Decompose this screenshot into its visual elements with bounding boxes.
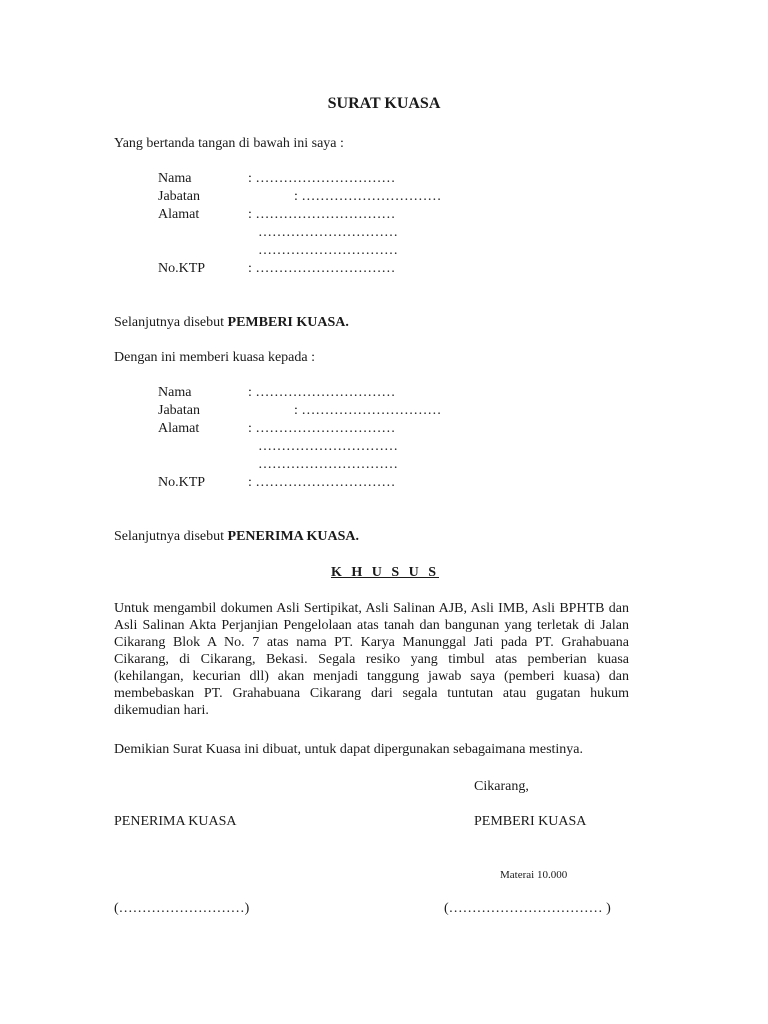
grantor-alamat-dots-3: ………………………… — [258, 243, 398, 258]
grantor-alamat-dots-2: ………………………… — [258, 225, 398, 240]
intro-text: Yang bertanda tangan di bawah ini saya : — [114, 136, 344, 151]
grantor-nama-label: Nama — [158, 171, 192, 186]
grantee-ktp-label: No.KTP — [158, 475, 206, 490]
materai-stamp-label: Materai 10.000 — [500, 869, 568, 881]
grantee-jabatan-dots: : ………………………… — [294, 403, 442, 418]
body-paragraph: Untuk mengambil dokumen Asli Sertipikat, Asli Salinan AJB, Asli IMB, Asli BPHTB dan Asli Salinan Akta Perjanjian Pengelolaan atas tanah dan bangunan yang terletak di Jalan Cikarang Blok A No. 7 atas nama PT. Karya Manunggal Jati pada PT. Grahabuana Cikarang, di Cikarang, Bekasi. Segala resiko yang timbul atas pemberian kuasa (kehilangan, kecurian dll) akan menjadi tanggung jawab saya (pemberi kuasa) dan membebaskan PT. Grahabuana Cikarang dari segala tuntutan atau gugatan hukum dikemudian hari. — [114, 601, 629, 718]
grantee-designation-prefix: Selanjutnya disebut — [114, 529, 228, 544]
grantor-jabatan-label: Jabatan — [158, 189, 200, 204]
grantor-alamat-dots-1: : ………………………… — [248, 207, 396, 222]
grantor-ktp-label: No.KTP — [158, 261, 206, 276]
document-title: SURAT KUASA — [327, 95, 441, 112]
grantee-nama-dots: : ………………………… — [248, 385, 396, 400]
grantee-alamat-dots-3: ………………………… — [258, 457, 398, 472]
grantee-designation — [114, 528, 359, 546]
grantee-alamat-dots-1: : ………………………… — [248, 421, 396, 436]
grantor-nama-dots: : ………………………… — [248, 171, 396, 186]
grantee-alamat-label: Alamat — [158, 421, 200, 436]
pemberi-signature-line: (…………………………… ) — [444, 901, 611, 916]
grantor-jabatan-dots: : ………………………… — [294, 189, 442, 204]
grantee-alamat-dots-2: ………………………… — [258, 439, 398, 454]
closing-statement: Demikian Surat Kuasa ini dibuat, untuk dapat dipergunakan sebagaimana mestinya. — [114, 742, 584, 757]
grantee-jabatan-label: Jabatan — [158, 403, 200, 418]
grantor-designation — [114, 314, 349, 332]
khusus-heading: K H U S U S — [330, 565, 440, 580]
grantor-designation-prefix: Selanjutnya disebut — [114, 315, 228, 330]
pemberi-kuasa-label: PEMBERI KUASA — [474, 814, 587, 829]
grantee-nama-label: Nama — [158, 385, 192, 400]
intro2-text: Dengan ini memberi kuasa kepada : — [114, 350, 315, 365]
grantor-designation-bold: PEMBERI KUASA. — [227, 315, 349, 330]
penerima-signature-line: (………………………) — [114, 901, 250, 916]
grantee-designation-bold: PENERIMA KUASA. — [227, 529, 360, 544]
grantor-ktp-dots: : ………………………… — [248, 261, 396, 276]
grantee-ktp-dots: : ………………………… — [248, 475, 396, 490]
grantor-alamat-label: Alamat — [158, 207, 200, 222]
penerima-kuasa-label: PENERIMA KUASA — [114, 814, 237, 829]
place-label: Cikarang, — [474, 779, 529, 794]
